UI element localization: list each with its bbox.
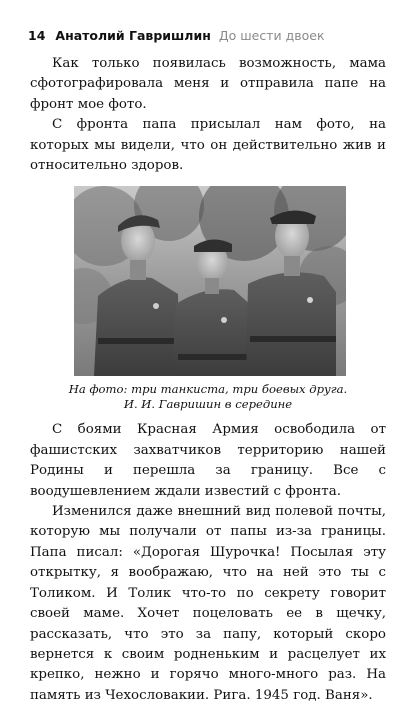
- running-head: [30, 28, 386, 44]
- book-title: До шести двоек: [218, 28, 325, 43]
- paragraph-1: Как только появилась возможность, мама сфотографировала меня и отправила папе на фронт мое фото.: [30, 56, 386, 112]
- page-number: 14: [28, 28, 46, 43]
- paragraph-4: Изменился даже внешний вид полевой почты, которую мы получали от папы из-за границы. Папа писал: «Дорогая Шурочка! Посылая эту открытку, я воображаю, что на ней это ты с Толиком. И Толик что-то по секрету говорит своей маме. Хочет поцеловать ее в щечку, рассказать, что это за папу, который скоро вернется к своим родненьким и расцелует их крепко, нежно и горячо много-много раз. На память из Чехословакии. Рига. 1945 год. Ваня».: [30, 504, 386, 703]
- book-page: [30, 28, 386, 706]
- caption-line-1: На фото: три танкиста, три боевых друга.: [68, 382, 348, 397]
- paragraph-2: С фронта папа присылал нам фото, на которых мы видели, что он действительно жив и относительно здоров.: [30, 117, 386, 174]
- three-soldiers-photo: [74, 186, 346, 376]
- paragraph-3: С боями Красная Армия освободила от фашистских захватчиков территорию нашей Родины и перешла за границу. Все с воодушевлением ждали известий с фронта.: [30, 422, 386, 499]
- war-photo: [74, 186, 346, 376]
- photo-caption: [30, 382, 386, 412]
- author-name: Анатолий Гавришлин: [55, 28, 211, 43]
- caption-line-2: И. И. Гавришин в середине: [123, 397, 293, 412]
